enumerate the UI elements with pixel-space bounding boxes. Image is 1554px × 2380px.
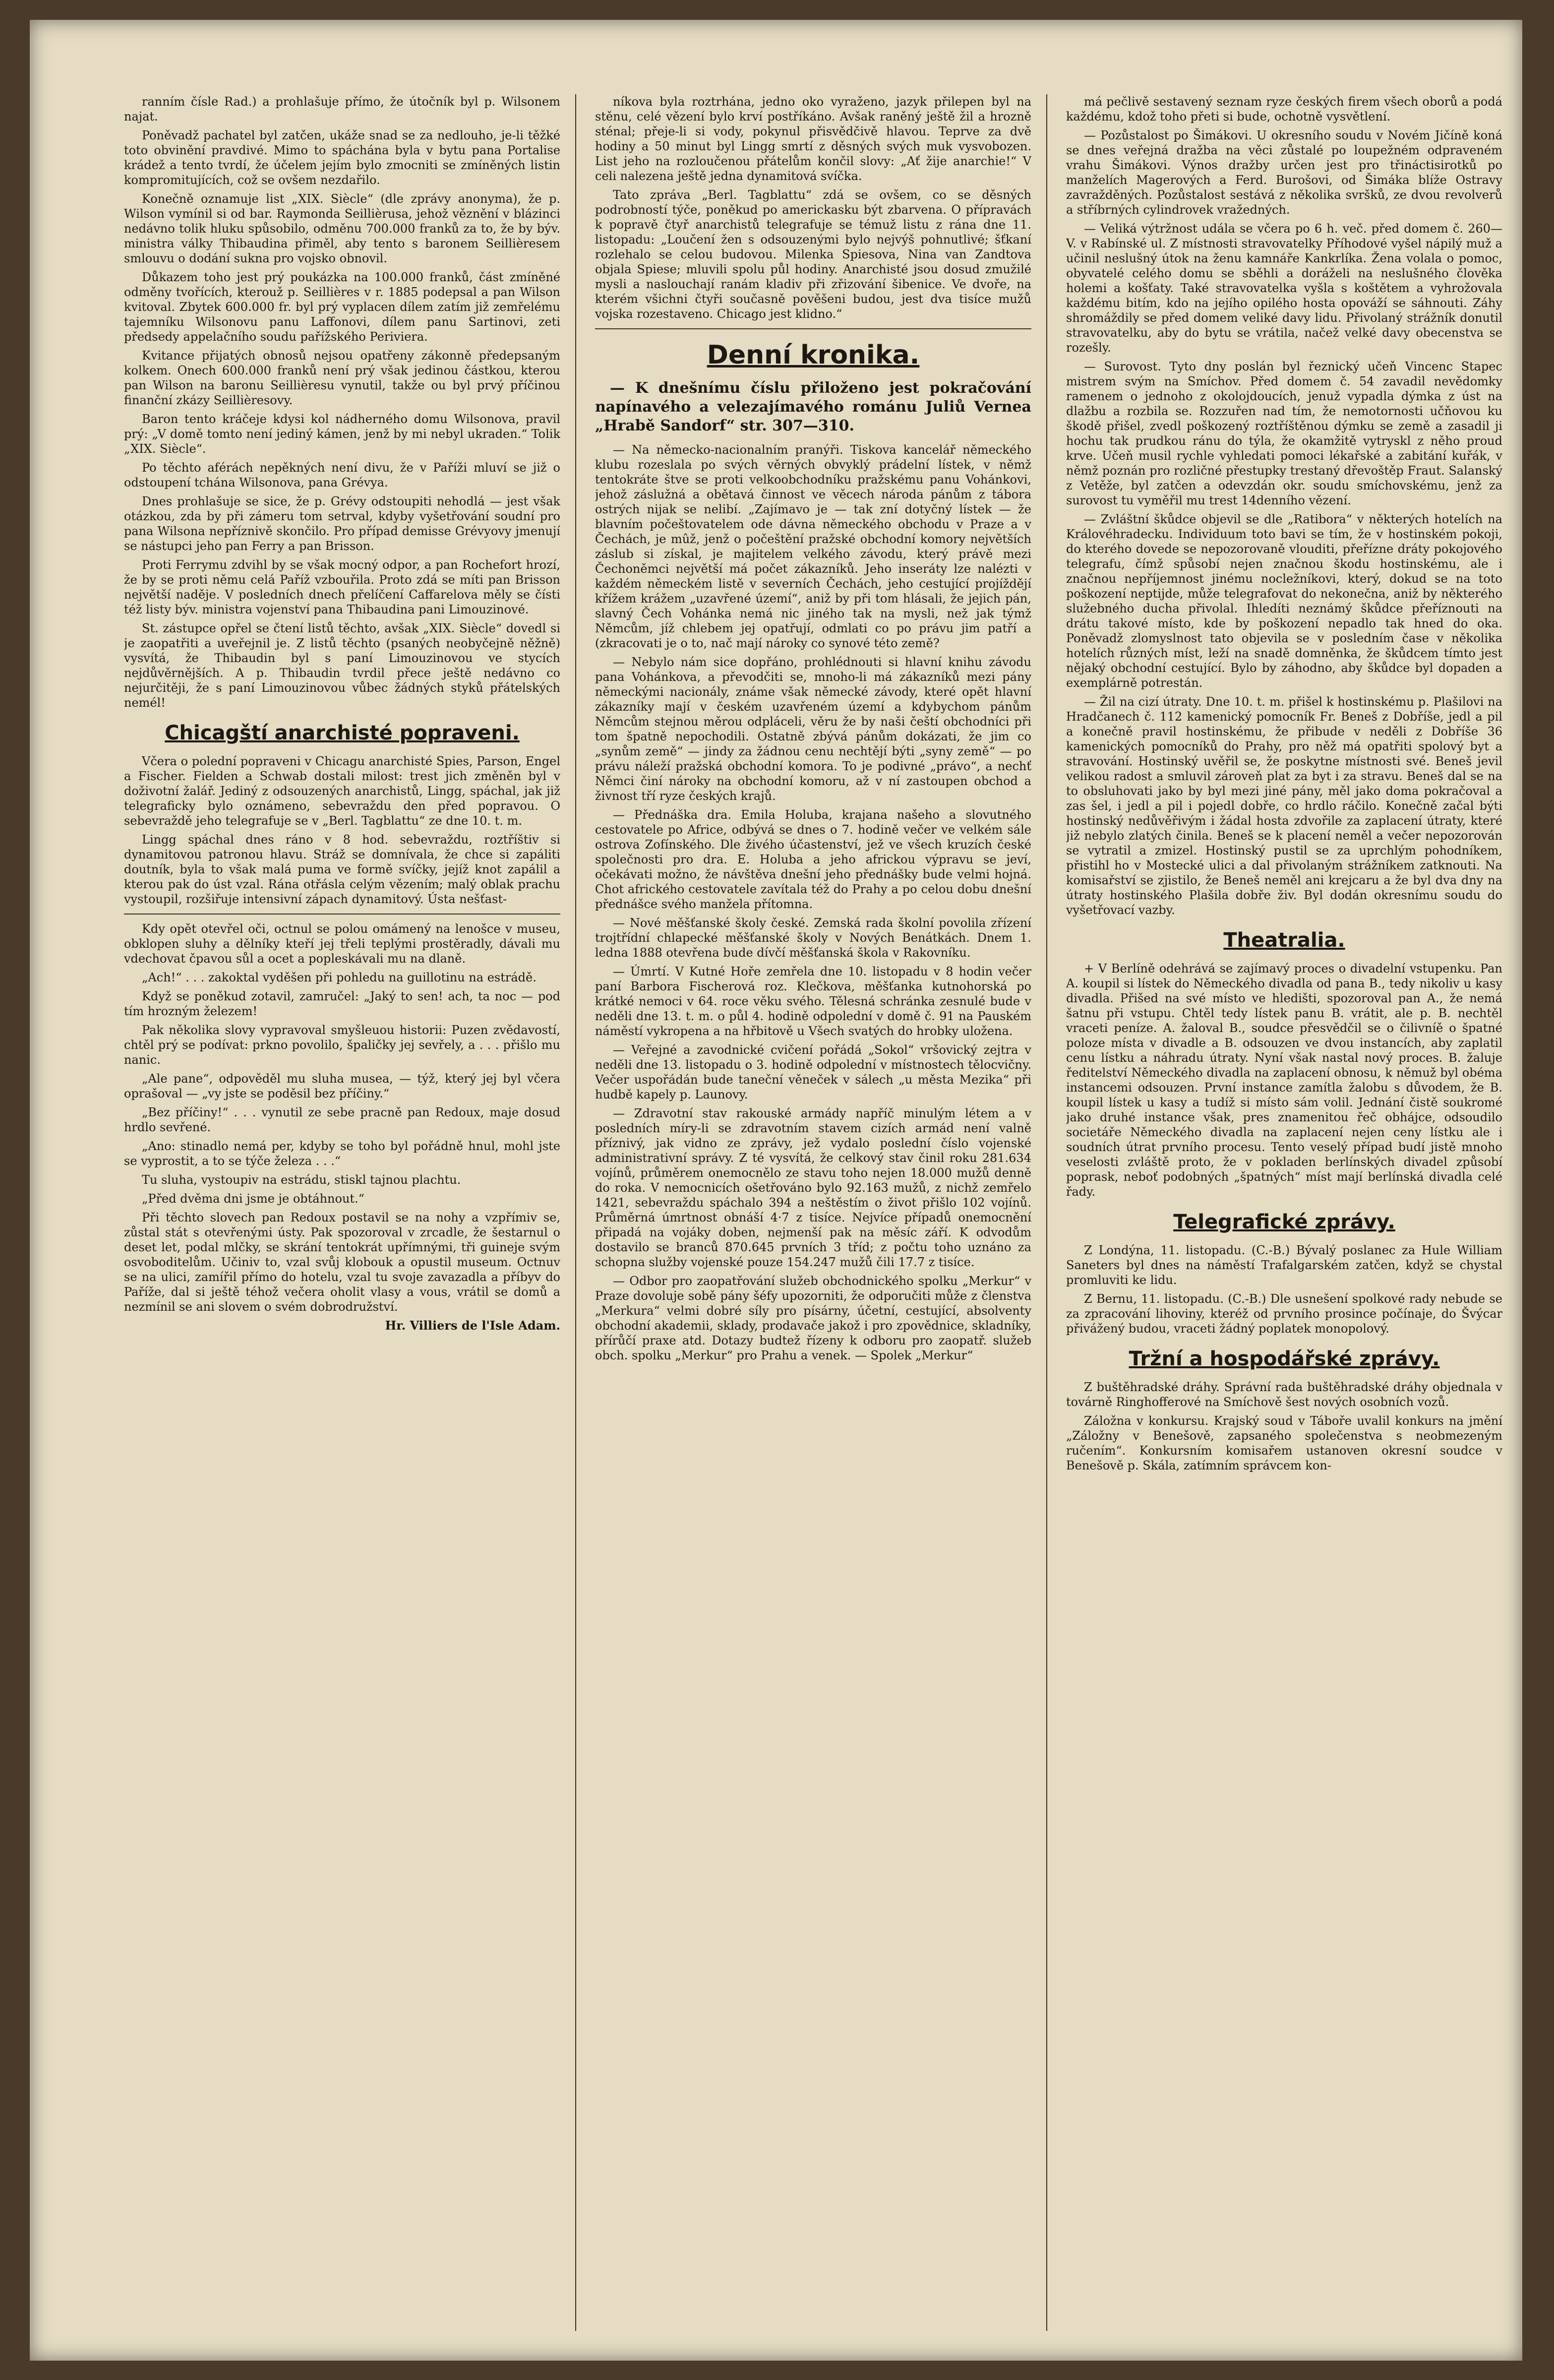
paragraph: Důkazem toho jest prý poukázka na 100.000 franků, část zmíněné odměny tvořících, kterouž p. Seillières v r. 1885 podepsal a pan Wilson kvitoval. Zbytek 600.000 fr. byl prý vyplacen dílem zatím již zemřelému tajemníku Wilsonovu panu Laffonovi, dílem panu Sartinovi, zeti předsedy appelačního soudu pařížského Periviera. xyxy=(124,270,560,344)
paragraph: — Veliká výtržnost udála se včera po 6 h. več. před domem č. 260—V. v Rabínské ul. Z místnosti stravovatelky Příhodové vyšel nápilý muž a učinil neslušný útok na ženu kamnáře Kankrlíka. Žena volala o pomoc, obyvatelé celého domu se sběhli a doráželi na neslušného člověka holemi a košťaty. Také stravovatelka vyšla s koštětem a vyhrožovala každému bitím, kdo na jejího opilého hosta opováží se sáhnouti. Záhy shromáždily se před domem veliké davy lidu. Přivolaný strážník donutil stravovatelku, aby do bytu se vrátila, načež velké davy obecenstva se rozešly. xyxy=(1066,222,1502,355)
paragraph: Lingg spáchal dnes ráno v 8 hod. sebevraždu, roztříštiv si dynamitovou patronou hlavu. Stráž se domnívala, že chce si zapáliti doutník, byla to však malá puma ve formě svíčky, jejíž knot zapálil a kterou pak do úst vzal. Rána otřásla celým vězením; malý oblak prachu vystoupil, rozšiřuje intensivní zápach dynamitový. Ústa nešťast- xyxy=(124,833,560,906)
paragraph: „Ano: stinadlo nemá per, kdyby se toho byl pořádně hnul, mohl jste se vyprostit, a to se týče železa . . .“ xyxy=(124,1139,560,1168)
feuilleton-divider xyxy=(124,914,560,915)
paragraph: St. zástupce opřel se čtení listů těchto, avšak „XIX. Siècle“ dovedl si je zaopatřiti a uveřejnil je. Z listů těchto (psaných neobyčejně něžně) vysvítá, že Thibaudin byl s paní Limouzinovou ve stycích nejdůvěrnějších. A p. Thibaudin tvrdil přece ještě nedávno co nejurčitěji, že s paní Limouzinovou vůbec žádných styků přátelských nemél! xyxy=(124,621,560,710)
paragraph: Pak několika slovy vypravoval smyšleuou historii: Puzen zvědavostí, chtěl prý se podívat: prkno povolilo, špaličky jej sevřely, a . . . přišlo mu nanic. xyxy=(124,1023,560,1067)
paragraph: „Bez příčiny!“ . . . vynutil ze sebe pracně pan Redoux, maje dosud hrdlo sevřené. xyxy=(124,1105,560,1134)
column-rule xyxy=(1046,94,1047,2331)
paragraph: „Před dvěma dni jsme je obtáhnout.“ xyxy=(142,1192,364,1206)
column-1 xyxy=(124,94,560,2341)
section-heading: Denní kronika. xyxy=(707,340,920,370)
paragraph: — Přednáška dra. Emila Holuba, krajana našeho a slovutného cestovatele po Africe, odbývá se dnes o 7. hodině večer ve velkém sále ostrova Zofínského. Dle živého účastenství, jež ve všech kruzích české společnosti pro dra. E. Holuba a jeho africkou výpravu se jeví, očekávati možno, že návštěva dnešní jeho přednášky bude velmi hojná. Chot afrického cestovatele zavítala též do Prahy a po celou dobu dnešní přednášce svého manžela přítomna. xyxy=(595,808,1031,911)
paragraph: níkova byla roztrhána, jedno oko vyraženo, jazyk přilepen byl na stěnu, celé vězení bylo krví postříkáno. Avšak raněný ještě žil a hrozně sténal; přeje-li si vody, pokynul přisvědčivě hlavou. Teprve za dvě hodiny a 50 minut byl Lingg smrtí z děsných svých muk vysvobozen. List jeho na rozloučenou přátelům končil slovy: „Ať žije anarchie!“ V celi nalezena ještě jedna dynamitová svíčka. xyxy=(595,95,1031,183)
paragraph: Z Londýna, 11. listopadu. (C.-B.) Bývalý poslanec za Hule William Saneters byl dnes na náměstí Trafalgarském zatčen, když se chystal promluviti ke lidu. xyxy=(1066,1243,1502,1287)
paragraph: Z buštěhradské dráhy. Správní rada buštěhradské dráhy objednala v továrně Ringhofferové na Smíchově šest nových osobních vozů. xyxy=(1066,1380,1502,1409)
newspaper-page xyxy=(30,20,1522,2361)
column-rule xyxy=(575,94,576,2331)
paragraph: Po těchto aférách nepěkných není divu, že v Paříži mluví se již o odstoupení tchána Wilsonova, pana Grévya. xyxy=(124,461,560,489)
column-2 xyxy=(595,94,1031,2341)
paragraph: — Úmrtí. V Kutné Hoře zemřela dne 10. listopadu v 8 hodin večer paní Barbora Fischerová roz. Klečkova, měšťanka kutnohorská po krátké nemoci v 64. roce věku svého. Tělesná schránka zesnulé bude v neděli dne 13. t. m. o půl 4. hodině odpolední v domě č. 91 na Pauském náměstí vykropena a na hřbitově u Všech svatých do hrobky uložena. xyxy=(595,965,1031,1038)
paragraph: „Ale pane“, odpověděl mu sluha musea, — týž, který jej byl včera oprašoval — „vy jste se poděsil bez příčiny.“ xyxy=(124,1072,560,1100)
paragraph: Když se poněkud zotavil, zamručel: „Jaký to sen! ach, ta noc — pod tím hrozným železem! xyxy=(124,989,560,1018)
paragraph: — Zdravotní stav rakouské armády napříč minulým létem a v posledních míry-li se zdravotním stavem cizích armád není valně příznivý, jak vidno ze zprávy, jež vydalo poslední číslo vojenské administrativní správy. Z té vysvítá, že celkový stav činil roku 281.634 vojínů, průměrem onemocnělo ze stavu toho nejen 18.000 mužů denně do roka. V nemocnicích ošetřováno bylo 92.163 mužů, z nichž zemřelo 1421, sebevraždu spáchalo 394 a neštěstím o život přišlo 102 vojínů. Průměrná úmrtnost obnáší 4·7 z tisíce. Nejvíce případů onemocnění připadá na vojáky doben, nejmenší pak na měsíc září. K odvodům dostavilo se branců 870.645 prvních 3 tříd; z počtu toho uznáno za schopna služby vojenské pouze 154.247 mužů čili 17.7 z tisíce. xyxy=(595,1106,1031,1269)
paragraph: Kvitance přijatých obnosů nejsou opatřeny zákonně předepsaným kolkem. Onech 600.000 franků není prý však jedinou částkou, kterou pan Wilson na baronu Seillièresu vynutil, takže ou byl prvý příčinou finanční zkázy Seillièresovy. xyxy=(124,349,560,407)
paragraph: — Veřejné a zavodnické cvičení pořádá „Sokol“ vršovický zejtra v neděli dne 13. listopadu o 3. hodině odpolední v místnostech tělocvičny. Večer uspořádán bude taneční věneček v sálech „u města Mezika“ při hudbě kapely p. Launovy. xyxy=(595,1043,1031,1101)
paragraph: — Zvláštní škůdce objevil se dle „Ratibora“ v některých hotelích na Královéhradecku. Individuum toto bavi se tím, že v hostinském pokoji, do kterého dovede se nepozorovaně vlouditi, přeřízne dráty pokojového telegrafu, čímž spůsobí nejen značnou škodu hostinskému, ale i značnou nepříjemnost jinému nocležníkovi, který, dokud se na toto poškození neptijde, může telegrafovat do nekonečna, aniž by některého služebného ducha přivolal. Ihledíti neznámý škůdce přeříznouti na drátu takové místo, kde by poškození nepadlo tak hned do oka. Poněvadž zlomyslnost tato objevila se v posledním čase v několika hotelích různých míst, leží na snadě domněnka, že škůdcem tímto jest nějaký obchodní cestující. Bylo by záhodno, aby škůdce byl dopaden a exemplárně potrestán. xyxy=(1066,512,1502,690)
paragraph: Kdy opět otevřel oči, octnul se polou omámený na lenošce v museu, obklopen sluhy a dělníky kteří jej třeli teplými prostěradly, dávali mu vdechovat čpavou sůl a ocet a popleskávali mu na dlaně. xyxy=(124,922,560,966)
lead-notice: — K dnešnímu číslu přiloženo jest pokračování napínavého a velezajímavého románu Juliů Vernea „Hrabě Sandorf“ str. 307—310. xyxy=(595,379,1031,434)
section-divider xyxy=(595,328,1031,329)
paragraph: — Surovost. Tyto dny poslán byl řeznický učeň Vincenc Stapec mistrem svým na Smíchov. Před domem č. 54 zavadil nevědomky ramenem o jednoho z okolojdoucích, jenuž vypadla dýmka z úst na dlažbu a rozbila se. Rozzuřen nad tím, že nemotornosti učňovou ku škodě přišel, zvedl poškozený roztříštěnou dýmku se země a zasadil ji hochu tak prudkou ránu do týla, že okamžitě vytryskl z něho proud krve. Učeň musil rychle vyhledati pomoci lékařské a zabitání kuřák, v němž poznán pro rozličné přestupky trestaný dřevoštěp Fraut. Salanský z Vetěže, byl zatčen a odevzdán okr. soudu smíchovskému, jenž za surovost tu vyměřil mu trest 14denního vězení. xyxy=(1066,360,1502,507)
paragraph: — Pozůstalost po Šimákovi. U okresního soudu v Novém Jičíně koná se dnes veřejná dražba na věci zůstalé po loupežném odpraveném vrahu Šimákovi. Výnos dražby určen jest pro třináctisirotků po manželích Magerových a Ferd. Burošovi, od Šimáka blíže Ostravy zavražděných. Pozůstalost sestává z několika svršků, ze dvou revolverů a stříbrných cylindrovek vražedných. xyxy=(1066,128,1502,217)
paragraph: — Nové měšťanské školy české. Zemská rada školní povolila zřízení trojtřídní chlapecké měšťanské školy v Nových Benátkách. Dnem 1. ledna 1888 otevřena bude dívčí měšťanská škola v Rakovníku. xyxy=(595,916,1031,960)
section-heading: Chicagští anarchisté popraveni. xyxy=(165,722,520,744)
paragraph: Dnes prohlašuje se sice, že p. Grévy odstoupiti nehodlá — jest však otázkou, zda by při zámeru tom setrval, kdyby vyšetřování soudní pro pana Wilsona nepříznivě skončilo. Pro případ demisse Grévyovy jmenují se nástupci jeho pan Ferry a pan Brisson. xyxy=(124,494,560,553)
paragraph: — Nebylo nám sice dopřáno, prohlédnouti si hlavní knihu závodu pana Vohánkova, a převodčiti se, mnoho-li má zákazníků mezi pány německými nacionály, známe však německé závody, které opět hlavní zákazníky mají v českém uzavřeném území a kdybychom pánům Němcům stejnou měrou odpláceli, věru že by naši čeští obchodníci při tom špatně nepochodili. Ostatně zbývá pánům dokázati, že jim co „synům země“ — jindy za žádnou cenu nechtějí býti „syny země“ — po právu náleží pražská obchodní komora. To je podivné „právo“, a nechť Němci činí nároky na obchodní komoru, až v ní zastoupen obchod a živnost tří ryze českých krajů. xyxy=(595,655,1031,803)
paragraph: — Žil na cizí útraty. Dne 10. t. m. přišel k hostinskému p. Plašilovi na Hradčanech č. 112 kamenický pomocník Fr. Beneš z Dobříše, jedl a pil a konečně pravil hostinskému, že přibude v neděli z Dobříše 36 kamenických pomocníků do Prahy, pro něž má opatřiti spolový byt a stravování. Hostinský uvěřil se, že poskytne místnosti své. Beneš jevil velikou radost a smluvil zároveň plat za byt i za stravu. Beneš dal se na to obsluhovati jako by byl mezi jiné pány, měl jako doma pokračoval a zas šel, i jedl a pil i pojedl dobře, co hrdlo ráčilo. Konečně začal býti hostinský nedůvěřivým i žádal hosta zdvořile za zaplacení útraty, které již nebylo zlatých činila. Beneš se k placení neměl a večer nepozorován se vytratil a zmizel. Hostinský pustil se za uprchlým pohodníkem, přistihl ho v Mostecké ulici a dal přivolaným strážníkem zatknouti. Na komisařství se zjistilo, že Beneš neměl ani krejcaru a že byl dva dny na útraty hostinského Plašila dobře živ. Byl dodán okresnímu soudu do vyšetřovací vazby. xyxy=(1066,695,1502,917)
section-heading: Theatralia. xyxy=(1223,929,1345,952)
paragraph: Proti Ferrymu zdvihl by se však mocný odpor, a pan Rochefort hrozí, že by se proti němu celá Paříž vzbouřila. Proto zdá se míti pan Brisson největší naděje. V posledních dnech přelíčení Caffarelova měly se čísti též listy býv. ministra vojenství pana Thibaudina pani Limouzinové. xyxy=(124,558,560,616)
paragraph: — Odbor pro zaopatřování služeb obchodnického spolku „Merkur“ v Praze dovoluje sobě pány šéfy upozorniti, že odporučiti může z členstva „Merkura“ velmi dobré síly pro písárny, účetní, cestující, absolventy obchodní akademii, sklady, prodavače jakož i pro zpovědnice, skladníky, přírůčí praxe atd. Dotazy budtež řízeny k odboru pro zaopatř. služeb obch. spolku „Merkur“ pro Prahu a venek. — Spolek „Merkur“ xyxy=(595,1274,1031,1362)
paragraph: Včera o polední popraveni v Chicagu anarchisté Spies, Parson, Engel a Fischer. Fielden a Schwab dostali milost: trest jich změněn byl v doživotní žalář. Jediný z odsouzených anarchistů, Lingg, spáchal, jak již telegraficky bylo oznámeno, sebevraždu den před popravou. O sebevraždě jeho telegrafuje se v „Berl. Tagblattu“ ze dne 10. t. m. xyxy=(124,754,560,828)
section-heading: Telegrafické zprávy. xyxy=(1173,1211,1395,1233)
paragraph: má pečlivě sestavený seznam ryze českých firem všech oborů a podá každému, kdož toho přeti si bude, ochotně vysvětlení. xyxy=(1066,95,1502,123)
paragraph: Z Bernu, 11. listopadu. (C.-B.) Dle usnešení spolkové rady nebude se za zpracování lihoviny, kteréž od prvního prosince počínaje, do Švýcar přivážený budou, vraceti žádný poplatek monopolový. xyxy=(1066,1292,1502,1336)
paragraph: Tu sluha, vystoupiv na estrádu, stiskl tajnou plachtu. xyxy=(142,1173,461,1187)
paragraph: Baron tento kráčeje kdysi kol nádherného domu Wilsonova, pravil prý: „V domě tomto není jediný kámen, jenž by mi nebyl ukraden.“ Tolik „XIX. Siècle“. xyxy=(124,412,560,456)
paragraph: — Na německo-nacionalním pranýři. Tiskova kancelář německého klubu rozeslala po svých věrných obvyklý prádelní lístek, v němž tentokráte štve se proti velkoobchodníku pražskému panu Vohánkovi, jehož záslužná a obětavá činnost ve věcech národa pánům z tábora ostrých nijak se nelibí. „Zajímavo je — tak zní dotyčný lístek — že blavním počeštovatelem ode dávna německého obchodu v Praze a v Čechách, je mûž, jenž o počeštění pražské obchodní komory největších záslub si získal, je majitelem velkého závodu, který právě mezi Čechoněmci největší má počet zákazníků. Jeho inseráty lze nalézti v každém německém listě v severních Čechách, jeho cestující projíždějí křížem krážem „uzavřené území“, aniž by při tom hlásali, že jejich pán, slavný Čech Vohánka nemá nic jiného tak na mysli, než jak týmž Němcům, jíž chlebem jej opatřují, odmlati co po právu jim patří a (zkracovati je o to, nač mají nároky co synové této země? xyxy=(595,443,1031,650)
paragraph: Tato zpráva „Berl. Tagblattu“ zdá se ovšem, co se děsných podrobností týče, poněkud po americkasku být zbarvena. O přípravách k popravě čtyř anarchistů telegrafuje se témuž listu z rána dne 11. listopadu: „Loučení žen s odsouzenými bylo nejvýš pohnutlivé; šťkaní rozlehalo se celou budovou. Milenka Spiesova, Nina van Zandtova objala Spiese; mluvili spolu půl hodiny. Anarchisté jsou dosud zmužilé mysli a naslouchají ranám kladiv při zřizování šibenice. Ve dvoře, na kterém všichni čtyři současně pověšeni budou, jest dva tisíce mužů vojska rozestaveno. Chicago jest klidno.“ xyxy=(595,188,1031,321)
column-3 xyxy=(1066,94,1502,2341)
paragraph: + V Berlíně odehrává se zajímavý proces o divadelní vstupenku. Pan A. koupil si lístek do Německého divadla od pana B., tedy nikoliv u kasy divadla. Přišed na své místo ve hledišti, spozoroval pan A., že nemá šatnu při vstupu. Chtěl tedy lístek panu B. vrátit, ale p. B. nechtěl vraceti peníze. A. žaloval B., soudce přesvědčil se o čilivníě o špatné poloze místa v divadle a B. odsouzen ve dvou instancích, aby zaplatil cenu lístku a náhradu útraty. Nyní však nastal nový proces. B. žaluje ředitelství Německého divadla na zaplacení obnosu, k němuž byl obéma instancemi odsouzen. První instance zamítla žalobu s důvodem, že B. koupil lístek u kasy a tudíž si místo sám volil. Jednání čistě soukromé jako druhé instance však, pres znamenitou řeč obhájce, odsoudilo societáře Německého divadla na zaplacení nejen ceny lístku ale i soudních útrat prvního procesu. Tento veselý případ budí jistě mnoho veselosti zvláště proto, že v pokladen berlínských divadel způsobí poprask, neboť podobných „špatných“ míst mají berlínská divadla celé řady. xyxy=(1066,962,1502,1199)
paragraph: „Ach!“ . . . zakoktal vyděšen při pohledu na guillotinu na estrádě. xyxy=(142,971,537,984)
paragraph: Poněvadž pachatel byl zatčen, ukáže snad se za nedlouho, je-li těžké toto obvinění pravdivé. Mimo to spáchána byla v bytu pana Portalise krádež a tento tvrdí, že účelem jejím bylo zmocniti se zmíněných listin kompromitujících, což se ovšem nezdařilo. xyxy=(124,128,560,187)
paragraph: Konečně oznamuje list „XIX. Siècle“ (dle zprávy anonyma), že p. Wilson vymínil si od bar. Raymonda Seillièrusa, jehož věznění v blázinci nedávno tolik hluku spůsobilo, odměnu 700.000 franků za to, že by býv. ministra války Thibaudina přiměl, aby tento s baronem Seillièresem smlouvu o dodání sukna pro vojsko obnovil. xyxy=(124,192,560,265)
paragraph: Záložna v konkursu. Krajský soud v Táboře uvalil konkurs na jmění „Záložny v Benešově, zapsaného společenstva s neobmezeným ručením“. Konkursním komisařem ustanoven okresní soudce v Benešově p. Skála, zatímním správcem kon- xyxy=(1066,1414,1502,1472)
paragraph: Při těchto slovech pan Redoux postavil se na nohy a vzpřímiv se, zůstal stát s otevřenými ústy. Pak spozoroval v zrcadle, že šestarnul o deset let, podal mlčky, se skrání tentokrát upřímnými, tři guineje svým osvoboditelům. Učiniv to, vzal svůj klobouk a opustil museum. Octnuv se na ulici, zamířil přímo do hotelu, vzal tu svoje zavazadla a příbyv do Paříže, dal si ještě téhož večera oholit vlasy a vous, vrátil se domů a nezmínil se ani slovem o svém dobrodružství. xyxy=(124,1211,560,1314)
author-signature: Hr. Villiers de l'Isle Adam. xyxy=(385,1318,560,1333)
section-heading: Tržní a hospodářské zprávy. xyxy=(1129,1347,1440,1370)
paragraph: ranním čísle Rad.) a prohlašuje přímo, že útočník byl p. Wilsonem najat. xyxy=(124,95,560,123)
